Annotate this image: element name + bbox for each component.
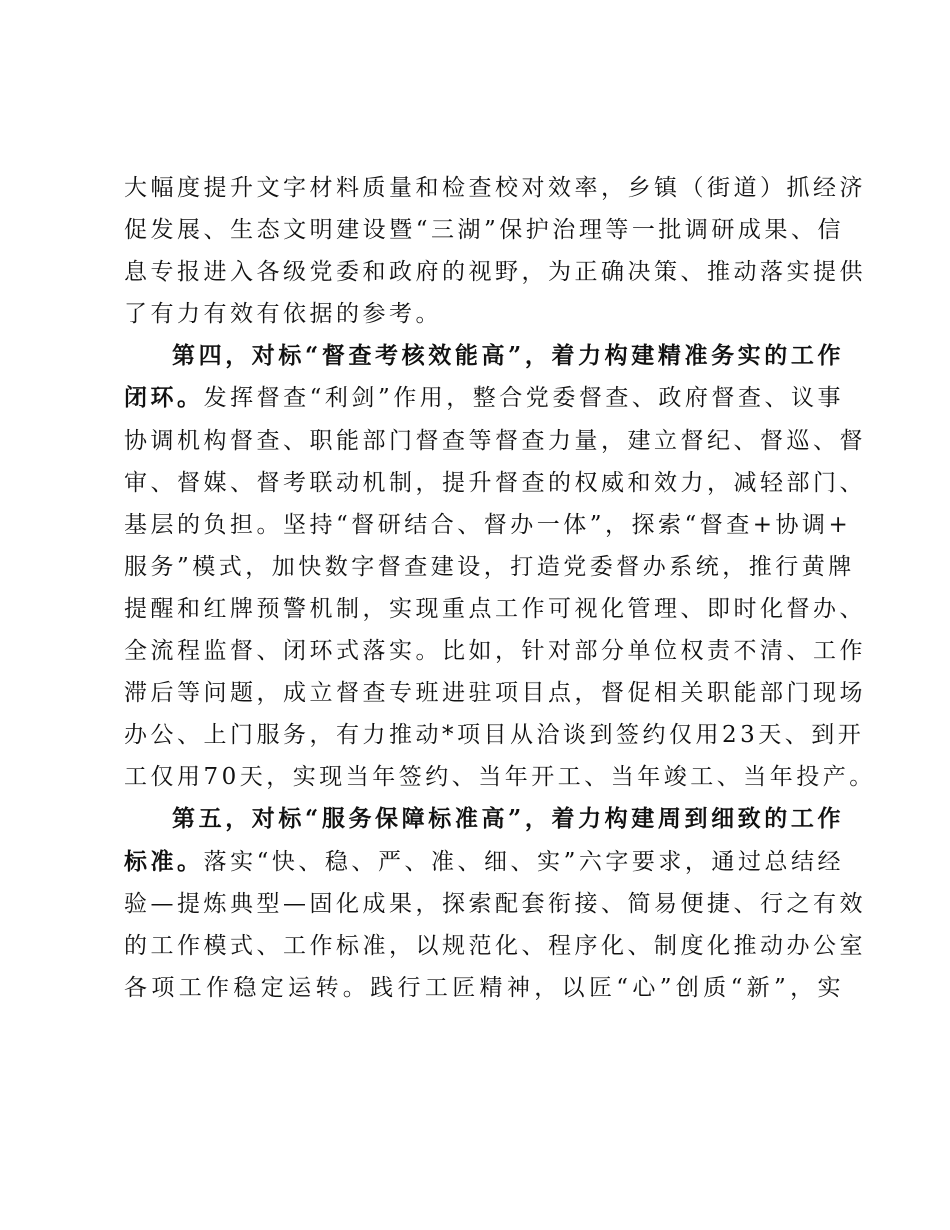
line-text: 协调机构督查、职能部门督查等督查力量，建立督纪、督巡、督 [124, 427, 866, 454]
text-line [124, 209, 844, 251]
line-text: 落实“快、稳、严、准、细、实”六字要求，通过总结经 [203, 848, 844, 875]
text-line [124, 462, 866, 504]
text-line [124, 714, 865, 756]
text-line [124, 756, 876, 798]
text-line [124, 967, 844, 1009]
heading-text: 第四，对标“督查考核效能高”，着力构建精准务实的工作 [172, 342, 844, 370]
line-text: 了有力有效有依据的参考。 [124, 301, 442, 328]
text-line [124, 420, 866, 462]
line-text: 的工作模式、工作标准，以规范化、程序化、制度化推动办公室 [124, 932, 866, 959]
text-line [124, 841, 844, 883]
line-text: 各项工作稳定运转。践行工匠精神，以匠“心”创质“新”，实 [124, 974, 844, 1001]
text-line [124, 251, 866, 293]
text-line [124, 377, 844, 419]
text-line [124, 588, 866, 630]
text-line [124, 883, 866, 925]
line-text: 发挥督查“利剑”作用，整合党委督查、政府督查、议事 [203, 385, 844, 412]
line-text: 服务”模式，加快数字督查建设，打造党委督办系统，推行黄牌 [124, 553, 855, 580]
heading-text: 标准。 [124, 847, 204, 875]
line-text: 工仅用70天，实现当年签约、当年开工、当年竣工、当年投产。 [124, 764, 876, 791]
text-line [124, 167, 866, 209]
line-text: 滞后等问题，成立督查专班进驻项目点，督促相关职能部门现场 [124, 680, 866, 707]
text-line [124, 630, 866, 672]
heading-text: 闭环。 [124, 384, 204, 412]
text-line [124, 293, 844, 335]
line-text: 办公、上门服务，有力推动*项目从洽谈到签约仅用23天、到开 [124, 722, 865, 749]
line-text: 提醒和红牌预警机制，实现重点工作可视化管理、即时化督办、 [124, 595, 866, 622]
text-line [124, 925, 866, 967]
line-text: 审、督媒、督考联动机制，提升督查的权威和效力，减轻部门、 [124, 469, 866, 496]
line-text: 息专报进入各级党委和政府的视野，为正确决策、推动落实提供 [124, 259, 866, 286]
line-text: 促发展、生态文明建设暨“三湖”保护治理等一批调研成果、信 [124, 217, 844, 244]
text-line [124, 546, 855, 588]
section-heading-5 [124, 798, 844, 840]
line-text: 基层的负担。坚持“督研结合、督办一体”，探索“督查+协调+ [124, 511, 852, 538]
line-text: 全流程监督、闭环式落实。比如，针对部分单位权责不清、工作 [124, 638, 866, 665]
line-text: 验—提炼典型—固化成果，探索配套衔接、简易便捷、行之有效 [124, 890, 866, 917]
body-text [124, 167, 876, 1009]
heading-text: 第五，对标“服务保障标准高”，着力构建周到细致的工作 [172, 805, 844, 833]
text-line [124, 672, 866, 714]
text-line [124, 504, 852, 546]
line-text: 大幅度提升文字材料质量和检查校对效率，乡镇（街道）抓经济 [124, 175, 866, 201]
section-heading-4 [124, 335, 844, 377]
